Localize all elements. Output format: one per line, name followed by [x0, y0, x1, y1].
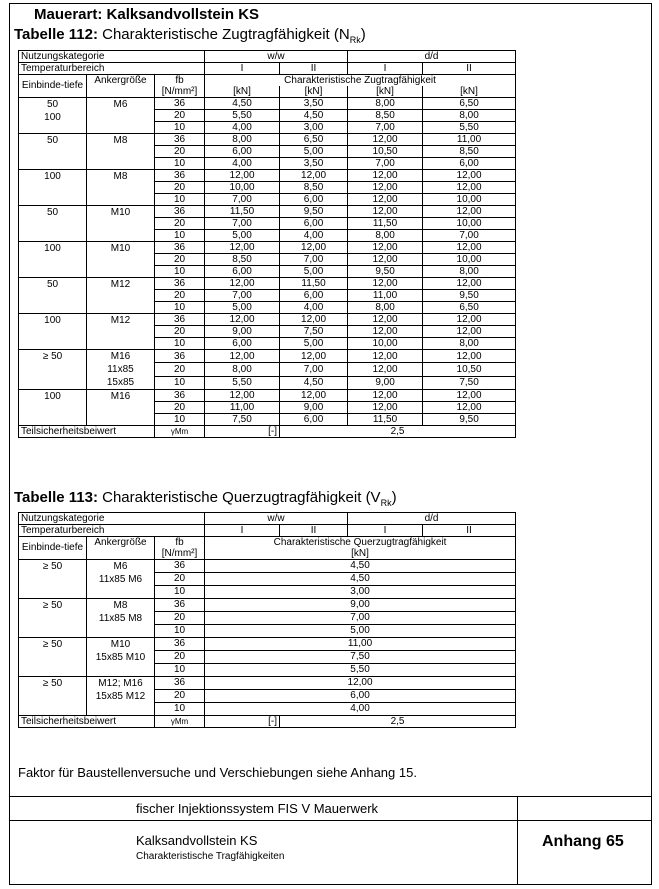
resistance-value: 9,50 — [423, 290, 516, 302]
masonry-strength-fb: 36 — [155, 242, 205, 254]
table-row — [19, 51, 516, 63]
resistance-value: 5,00 — [205, 302, 280, 314]
masonry-strength-fb: 36 — [155, 638, 205, 651]
anchor-size: M10 15x85 M10 — [87, 638, 155, 677]
resistance-value: 12,00 — [205, 242, 280, 254]
embedment-depth: 100 — [19, 390, 87, 426]
resistance-value: 12,00 — [205, 314, 280, 326]
resistance-value: 8,00 — [348, 98, 423, 110]
resistance-value: 9,50 — [423, 414, 516, 426]
masonry-strength-fb: 10 — [155, 158, 205, 170]
embedment-depth: ≥ 50 — [19, 599, 87, 638]
resistance-value: 12,00 — [348, 314, 423, 326]
table-113 — [18, 512, 516, 728]
temperature-range-value: II — [280, 525, 348, 537]
resistance-value: 5,00 — [205, 230, 280, 242]
masonry-type-header: Mauerart: Kalksandvollstein KS — [34, 6, 260, 23]
resistance-value: 12,00 — [423, 242, 516, 254]
partial-safety-factor-value: 2,5 — [280, 426, 516, 438]
masonry-strength-fb: 36 — [155, 98, 205, 110]
table-row — [19, 560, 516, 573]
resistance-value: 4,00 — [280, 302, 348, 314]
table-row — [19, 314, 516, 326]
resistance-value: 6,00 — [280, 194, 348, 206]
anchor-size: M16 11x85 15x85 — [87, 350, 155, 390]
resistance-value: 7,00 — [205, 612, 516, 625]
table-row — [19, 390, 516, 402]
resistance-value: 11,50 — [280, 278, 348, 290]
annex-reference-note: Faktor für Baustellenversuche und Verschiebungen siehe Anhang 15. — [18, 765, 417, 780]
resistance-value: 12,00 — [280, 170, 348, 182]
masonry-strength-fb: 10 — [155, 586, 205, 599]
resistance-value: 6,50 — [423, 302, 516, 314]
resistance-value: 11,50 — [348, 218, 423, 230]
footer-vertical-divider — [517, 797, 518, 884]
temperature-range-value: II — [423, 63, 516, 75]
resistance-value: 12,00 — [280, 350, 348, 363]
resistance-value: 4,50 — [205, 560, 516, 573]
footer-box — [9, 797, 652, 885]
masonry-strength-fb: 10 — [155, 194, 205, 206]
resistance-value: 7,50 — [423, 376, 516, 389]
unit-kn: [kN] — [205, 86, 280, 98]
resistance-value: 9,50 — [280, 206, 348, 218]
resistance-value: 4,00 — [205, 122, 280, 134]
temperature-range-label: Temperaturbereich — [19, 63, 205, 75]
resistance-value: 8,50 — [280, 182, 348, 194]
resistance-value: 6,00 — [205, 266, 280, 278]
resistance-value: 8,50 — [348, 110, 423, 122]
resistance-value: 6,50 — [280, 134, 348, 146]
column-header-fb-unit: [N/mm²] — [155, 548, 205, 560]
resistance-value: 10,00 — [423, 218, 516, 230]
masonry-strength-fb: 20 — [155, 290, 205, 302]
resistance-value: 11,00 — [205, 402, 280, 414]
resistance-value: 7,00 — [348, 122, 423, 134]
column-header-fb: fb — [155, 537, 205, 549]
temperature-range-value: II — [280, 63, 348, 75]
resistance-value: 12,00 — [205, 350, 280, 363]
resistance-value: 10,00 — [348, 338, 423, 350]
embedment-depth: ≥ 50 — [19, 638, 87, 677]
resistance-value: 12,00 — [348, 278, 423, 290]
unit-kn: [kN] — [348, 86, 423, 98]
resistance-value: 12,00 — [348, 134, 423, 146]
partial-safety-factor-label: Teilsicherheitsbeiwert — [19, 426, 155, 438]
resistance-value: 7,00 — [205, 218, 280, 230]
column-header-embedment-depth: Einbinde-tiefe — [19, 75, 87, 98]
resistance-value: 5,00 — [280, 266, 348, 278]
resistance-value: 12,00 — [205, 390, 280, 402]
resistance-value: 9,00 — [205, 326, 280, 338]
column-header-anchor-size: Ankergröße — [87, 75, 155, 98]
resistance-value: 12,00 — [205, 278, 280, 290]
usage-category-label: Nutzungskategorie — [19, 513, 205, 525]
embedment-depth: ≥ 50 — [19, 677, 87, 716]
anchor-size: M12 — [87, 314, 155, 350]
resistance-value: 12,00 — [423, 390, 516, 402]
resistance-value: 12,00 — [423, 350, 516, 363]
temperature-range-value: I — [205, 63, 280, 75]
table-row — [19, 98, 516, 110]
column-header-characteristic-value: Charakteristische Zugtragfähigkeit — [205, 75, 516, 87]
resistance-value: 7,00 — [205, 290, 280, 302]
resistance-value: 10,00 — [205, 182, 280, 194]
resistance-value: 11,00 — [348, 290, 423, 302]
masonry-strength-fb: 36 — [155, 560, 205, 573]
resistance-value: 6,00 — [205, 690, 516, 703]
resistance-value: 4,00 — [205, 703, 516, 716]
embedment-depth: 50 — [19, 206, 87, 242]
resistance-value: 6,00 — [280, 414, 348, 426]
resistance-value: 4,50 — [205, 98, 280, 110]
resistance-value: 12,00 — [348, 170, 423, 182]
resistance-value: 9,00 — [280, 402, 348, 414]
anchor-size: M12; M16 15x85 M12 — [87, 677, 155, 716]
resistance-value: 7,00 — [280, 363, 348, 376]
resistance-value: 5,50 — [205, 110, 280, 122]
resistance-value: 10,00 — [423, 254, 516, 266]
anchor-size: M6 11x85 M6 — [87, 560, 155, 599]
resistance-value: 3,50 — [280, 98, 348, 110]
footer-subtitle: Charakteristische Tragfähigkeiten — [136, 851, 285, 862]
table-112 — [18, 50, 516, 438]
resistance-value: 10,00 — [423, 194, 516, 206]
resistance-value: 5,00 — [280, 338, 348, 350]
resistance-value: 11,50 — [205, 206, 280, 218]
resistance-value: 3,50 — [280, 158, 348, 170]
resistance-value: 11,00 — [205, 638, 516, 651]
masonry-strength-fb: 10 — [155, 302, 205, 314]
table-row — [19, 426, 516, 438]
resistance-value: 12,00 — [205, 677, 516, 690]
resistance-value: 6,00 — [280, 290, 348, 302]
masonry-strength-fb: 10 — [155, 414, 205, 426]
partial-safety-factor-label: Teilsicherheitsbeiwert — [19, 716, 155, 728]
table-row — [19, 638, 516, 651]
masonry-strength-fb: 20 — [155, 110, 205, 122]
resistance-value: 5,50 — [423, 122, 516, 134]
anchor-size: M12 — [87, 278, 155, 314]
masonry-strength-fb: 20 — [155, 182, 205, 194]
table-row — [19, 716, 516, 728]
masonry-strength-fb: 20 — [155, 690, 205, 703]
masonry-strength-fb: 20 — [155, 363, 205, 376]
column-header-fb: fb — [155, 75, 205, 87]
masonry-strength-fb: 10 — [155, 230, 205, 242]
table-112-title: Tabelle 112: Charakteristische Zugtragfähigkeit $(N_{Rk})$ — [14, 26, 366, 45]
resistance-value: 8,00 — [423, 110, 516, 122]
anchor-size: M10 — [87, 206, 155, 242]
resistance-value: 7,50 — [205, 414, 280, 426]
table-row — [19, 537, 516, 549]
embedment-depth: 100 — [19, 242, 87, 278]
usage-category-dd: d/d — [348, 51, 516, 63]
footer-material: Kalksandvollstein KS — [136, 833, 258, 848]
table-row — [19, 525, 516, 537]
resistance-value: 12,00 — [348, 402, 423, 414]
anchor-size: M10 — [87, 242, 155, 278]
resistance-value: 6,00 — [205, 146, 280, 158]
resistance-value: 12,00 — [348, 254, 423, 266]
masonry-strength-fb: 10 — [155, 664, 205, 677]
partial-safety-factor-symbol: γMm — [155, 716, 205, 728]
anchor-size: M8 — [87, 134, 155, 170]
unit-kn: [kN] — [280, 86, 348, 98]
resistance-value: 12,00 — [205, 170, 280, 182]
partial-safety-factor-unit: [-] — [205, 716, 280, 728]
resistance-value: 9,50 — [348, 266, 423, 278]
masonry-strength-fb: 36 — [155, 206, 205, 218]
masonry-strength-fb: 10 — [155, 376, 205, 389]
column-header-embedment-depth: Einbinde-tiefe — [19, 537, 87, 560]
embedment-depth: 50 — [19, 278, 87, 314]
resistance-value: 8,50 — [205, 254, 280, 266]
resistance-value: 12,00 — [280, 242, 348, 254]
table-row — [19, 278, 516, 290]
masonry-strength-fb: 20 — [155, 326, 205, 338]
unit-kn: [kN] — [423, 86, 516, 98]
masonry-strength-fb: 20 — [155, 402, 205, 414]
masonry-strength-fb: 36 — [155, 677, 205, 690]
resistance-value: 4,50 — [280, 110, 348, 122]
temperature-range-value: I — [205, 525, 280, 537]
partial-safety-factor-value: 2,5 — [280, 716, 516, 728]
annex-number: Anhang 65 — [542, 833, 624, 850]
column-header-anchor-size: Ankergröße — [87, 537, 155, 560]
anchor-size: M16 — [87, 390, 155, 426]
anchor-size: M6 — [87, 98, 155, 134]
usage-category-ww: w/w — [205, 513, 348, 525]
footer-divider — [10, 820, 651, 821]
resistance-value: 6,50 — [423, 98, 516, 110]
table-row — [19, 513, 516, 525]
resistance-value: 8,50 — [423, 146, 516, 158]
resistance-value: 6,00 — [280, 218, 348, 230]
masonry-strength-fb: 36 — [155, 170, 205, 182]
resistance-value: 7,00 — [348, 158, 423, 170]
table-row — [19, 599, 516, 612]
resistance-value: 8,00 — [423, 266, 516, 278]
resistance-value: 5,50 — [205, 376, 280, 389]
resistance-value: 7,00 — [280, 254, 348, 266]
resistance-value: 6,00 — [423, 158, 516, 170]
embedment-depth: 100 — [19, 170, 87, 206]
table-row — [19, 63, 516, 75]
resistance-value: 8,00 — [423, 338, 516, 350]
table-row — [19, 350, 516, 363]
resistance-value: 10,50 — [348, 146, 423, 158]
masonry-strength-fb: 36 — [155, 390, 205, 402]
masonry-strength-fb: 36 — [155, 350, 205, 363]
resistance-value: 4,50 — [280, 376, 348, 389]
anchor-size: M8 — [87, 170, 155, 206]
resistance-value: 3,00 — [280, 122, 348, 134]
resistance-value: 9,00 — [348, 376, 423, 389]
resistance-value: 5,50 — [205, 664, 516, 677]
embedment-depth: ≥ 50 — [19, 350, 87, 390]
resistance-value: 4,50 — [205, 573, 516, 586]
usage-category-ww: w/w — [205, 51, 348, 63]
table-113-title: Tabelle 113: Charakteristische Querzugtragfähigkeit $(V_{Rk})$ — [14, 489, 397, 508]
resistance-value: 4,00 — [205, 158, 280, 170]
resistance-value: 12,00 — [348, 242, 423, 254]
resistance-value: 10,50 — [423, 363, 516, 376]
table-row — [19, 134, 516, 146]
masonry-strength-fb: 10 — [155, 122, 205, 134]
resistance-value: 7,00 — [423, 230, 516, 242]
resistance-value: 7,00 — [205, 194, 280, 206]
resistance-value: 8,00 — [348, 302, 423, 314]
table-row — [19, 242, 516, 254]
embedment-depth: 100 — [19, 314, 87, 350]
masonry-strength-fb: 20 — [155, 254, 205, 266]
resistance-value: 12,00 — [423, 182, 516, 194]
masonry-strength-fb: 10 — [155, 703, 205, 716]
resistance-value: 12,00 — [348, 363, 423, 376]
masonry-strength-fb: 36 — [155, 134, 205, 146]
masonry-strength-fb: 36 — [155, 278, 205, 290]
resistance-value: 12,00 — [348, 350, 423, 363]
resistance-value: 4,00 — [280, 230, 348, 242]
resistance-value: 3,00 — [205, 586, 516, 599]
temperature-range-label: Temperaturbereich — [19, 525, 205, 537]
embedment-depth: 50 — [19, 134, 87, 170]
resistance-value: 12,00 — [423, 314, 516, 326]
masonry-strength-fb: 20 — [155, 146, 205, 158]
resistance-value: 12,00 — [423, 278, 516, 290]
resistance-value: 12,00 — [423, 170, 516, 182]
masonry-strength-fb: 20 — [155, 218, 205, 230]
resistance-value: 11,50 — [348, 414, 423, 426]
resistance-value: 9,00 — [205, 599, 516, 612]
resistance-value: 8,00 — [205, 134, 280, 146]
masonry-strength-fb: 36 — [155, 314, 205, 326]
embedment-depth: ≥ 50 — [19, 560, 87, 599]
table-row — [19, 677, 516, 690]
footer-product: fischer Injektionssystem FIS V Mauerwerk — [136, 801, 379, 816]
masonry-strength-fb: 10 — [155, 338, 205, 350]
table-row — [19, 75, 516, 87]
resistance-value: 5,00 — [205, 625, 516, 638]
temperature-range-value: I — [348, 63, 423, 75]
resistance-value: 12,00 — [280, 390, 348, 402]
resistance-value: 8,00 — [348, 230, 423, 242]
anchor-size: M8 11x85 M8 — [87, 599, 155, 638]
resistance-value: 12,00 — [348, 206, 423, 218]
usage-category-dd: d/d — [348, 513, 516, 525]
masonry-strength-fb: 20 — [155, 651, 205, 664]
embedment-depth: 50 100 — [19, 98, 87, 134]
table-row — [19, 170, 516, 182]
unit-kn: [kN] — [205, 548, 516, 560]
resistance-value: 12,00 — [348, 182, 423, 194]
masonry-strength-fb: 20 — [155, 573, 205, 586]
temperature-range-value: II — [423, 525, 516, 537]
temperature-range-value: I — [348, 525, 423, 537]
resistance-value: 5,00 — [280, 146, 348, 158]
resistance-value: 7,50 — [205, 651, 516, 664]
table-row — [19, 206, 516, 218]
partial-safety-factor-unit: [-] — [205, 426, 280, 438]
resistance-value: 12,00 — [423, 206, 516, 218]
resistance-value: 12,00 — [348, 326, 423, 338]
usage-category-label: Nutzungskategorie — [19, 51, 205, 63]
resistance-value: 8,00 — [205, 363, 280, 376]
resistance-value: 12,00 — [348, 194, 423, 206]
resistance-value: 6,00 — [205, 338, 280, 350]
resistance-value: 12,00 — [423, 402, 516, 414]
column-header-characteristic-value: Charakteristische Querzugtragfähigkeit — [205, 537, 516, 549]
resistance-value: 12,00 — [423, 326, 516, 338]
resistance-value: 12,00 — [348, 390, 423, 402]
column-header-fb-unit: [N/mm²] — [155, 86, 205, 98]
masonry-strength-fb: 10 — [155, 266, 205, 278]
masonry-strength-fb: 10 — [155, 625, 205, 638]
masonry-strength-fb: 36 — [155, 599, 205, 612]
resistance-value: 7,50 — [280, 326, 348, 338]
partial-safety-factor-symbol: γMm — [155, 426, 205, 438]
resistance-value: 11,00 — [423, 134, 516, 146]
masonry-strength-fb: 20 — [155, 612, 205, 625]
resistance-value: 12,00 — [280, 314, 348, 326]
